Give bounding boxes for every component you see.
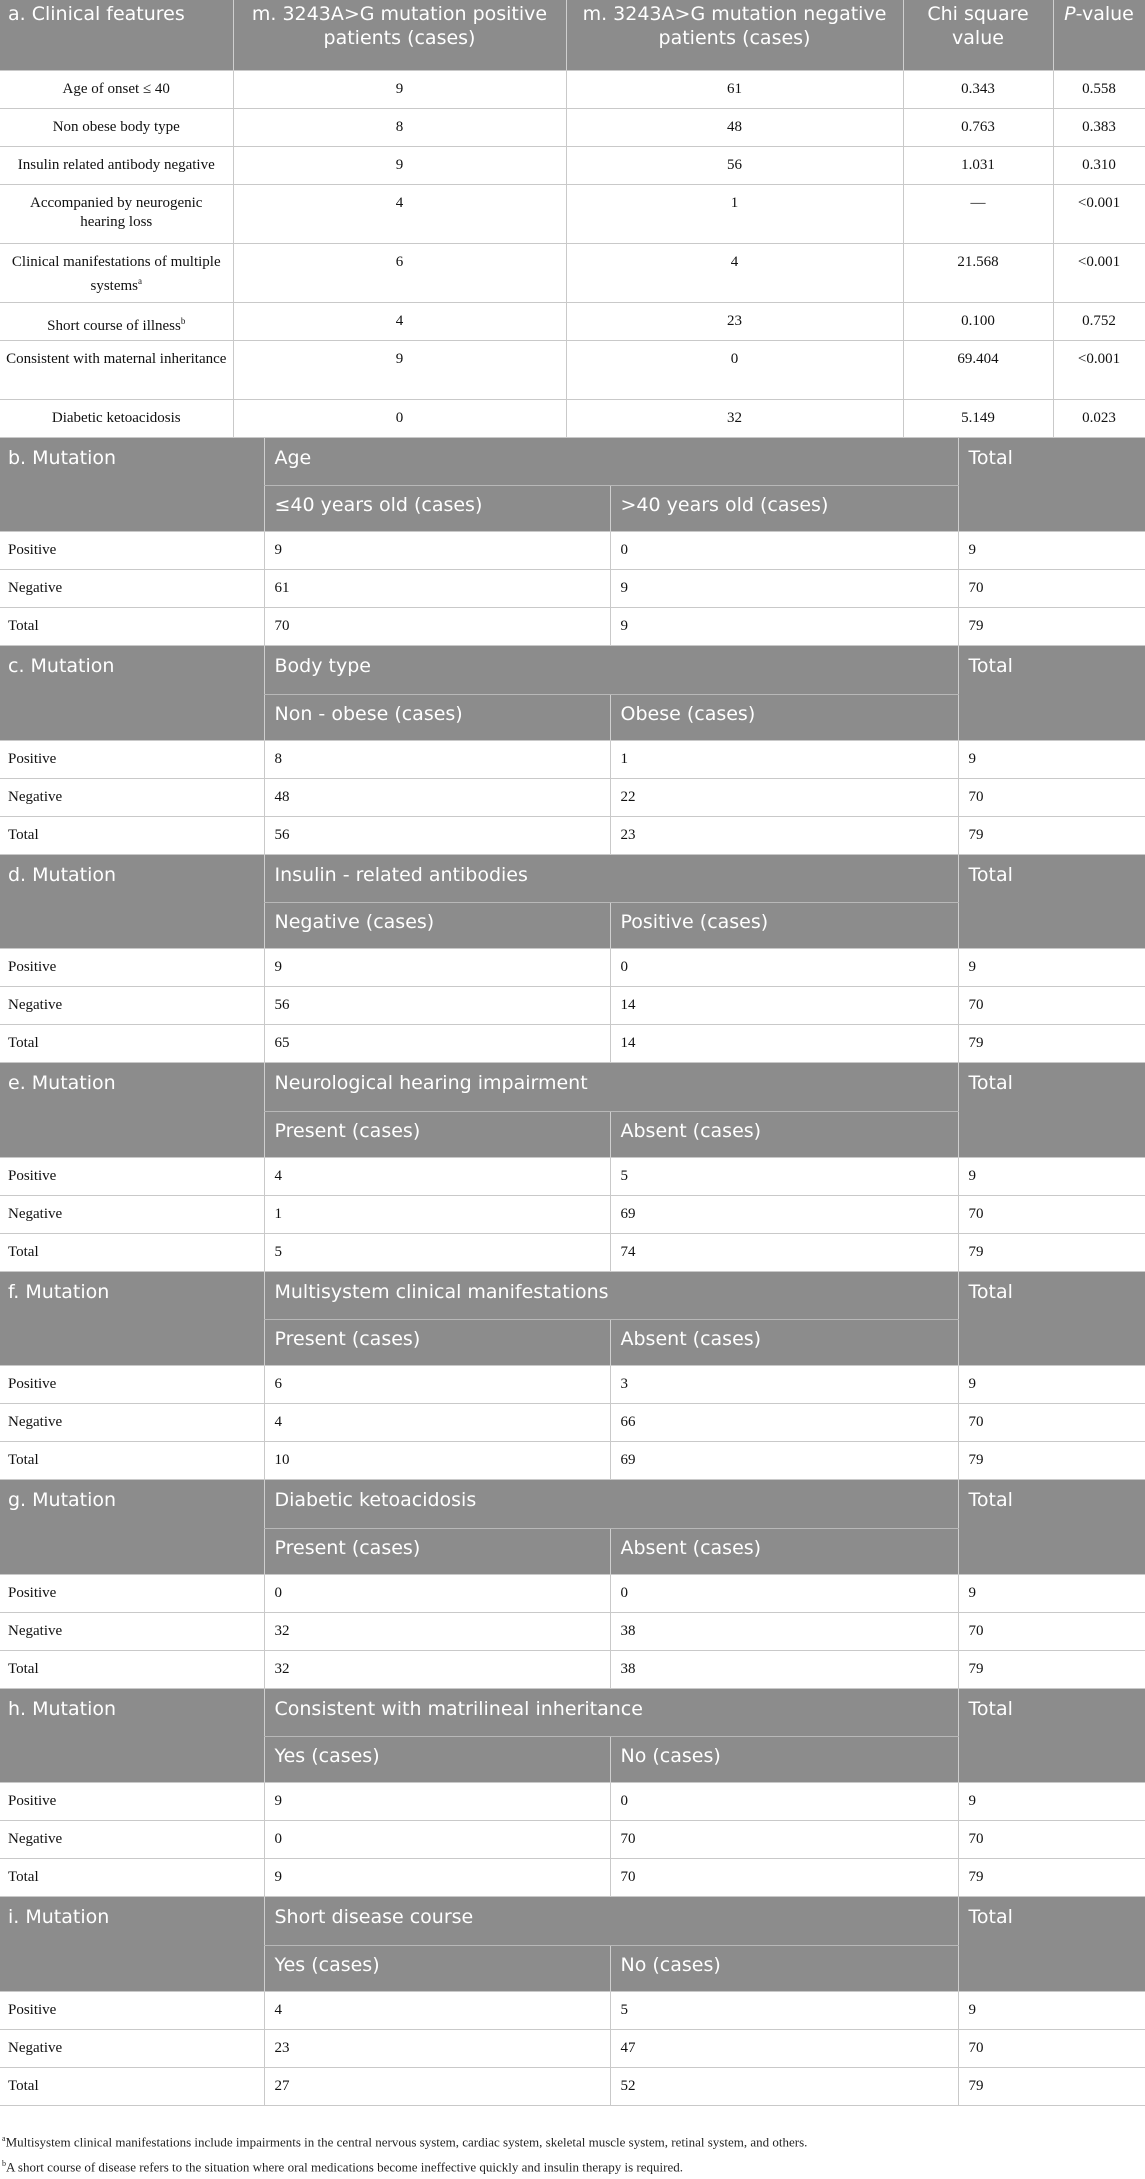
group-header: Diabetic ketoacidosis	[264, 1480, 958, 1528]
col2-value: 23	[610, 816, 958, 854]
total-header: Total	[958, 855, 1145, 949]
feature-cell	[0, 302, 233, 340]
col1-header: Non - obese (cases)	[264, 694, 610, 740]
total-value: 9	[958, 740, 1145, 778]
group-header: Body type	[264, 646, 958, 694]
col2-value: 74	[610, 1233, 958, 1271]
p-suffix: -value	[1075, 3, 1134, 25]
col2-value: 0	[610, 1783, 958, 1821]
contingency-table	[0, 855, 1145, 1064]
feature-cell-text: Insulin related antibody negative	[17, 156, 215, 173]
positive-cell	[233, 70, 566, 108]
col2-header: No (cases)	[610, 1737, 958, 1783]
total-header: Total	[958, 1480, 1145, 1574]
total-value: 70	[958, 778, 1145, 816]
col1-value: 5	[264, 1233, 610, 1271]
row-label: Positive	[0, 532, 264, 570]
total-value: 79	[958, 2067, 1145, 2105]
p-value-cell-text: <0.001	[1077, 194, 1121, 211]
table-header-row	[0, 1063, 1145, 1111]
group-header: Short disease course	[264, 1897, 958, 1945]
col2-value: 14	[610, 987, 958, 1025]
col1-header: ≤40 years old (cases)	[264, 486, 610, 532]
feature-cell-text: Accompanied by neurogenic hearing loss	[30, 194, 203, 230]
table-header-row	[0, 646, 1145, 694]
negative-cell	[566, 146, 903, 184]
row-label: Total	[0, 1859, 264, 1897]
positive-cell	[233, 108, 566, 146]
table-row	[0, 949, 1145, 987]
row-label: Positive	[0, 1157, 264, 1195]
col2-value: 5	[610, 1991, 958, 2029]
total-header: Total	[958, 1272, 1145, 1366]
col1-header: Present (cases)	[264, 1111, 610, 1157]
feature-cell-text: Age of onset ≤ 40	[62, 80, 170, 97]
feature-cell	[0, 340, 233, 399]
positive-cell	[233, 399, 566, 437]
positive-cell-text: 4	[395, 194, 404, 211]
footnote-b	[2, 2153, 1145, 2178]
contingency-table	[0, 1689, 1145, 1898]
negative-cell-text: 32	[727, 409, 742, 426]
positive-cell-text: 8	[395, 118, 404, 135]
contingency-table	[0, 646, 1145, 855]
positive-cell	[233, 184, 566, 243]
group-header: Consistent with matrilineal inheritance	[264, 1689, 958, 1737]
table-header-row	[0, 1272, 1145, 1320]
total-value: 9	[958, 1991, 1145, 2029]
row-label: Positive	[0, 1783, 264, 1821]
contingency-table	[0, 1272, 1145, 1481]
negative-cell-text: 0	[730, 350, 739, 367]
total-value: 79	[958, 816, 1145, 854]
positive-cell-text: 6	[395, 253, 404, 270]
p-value-cell-text: <0.001	[1077, 350, 1121, 367]
table-row	[0, 340, 1145, 399]
feature-cell-text: Non obese body type	[52, 118, 180, 135]
footnote-mark-a: a	[2, 2134, 6, 2143]
col1-value: 9	[264, 1859, 610, 1897]
table-title: c. Mutation	[0, 646, 264, 740]
positive-cell-text: 4	[395, 312, 404, 329]
p-value-cell-text: 0.558	[1082, 80, 1116, 97]
col2-value: 0	[610, 1574, 958, 1612]
row-label: Negative	[0, 570, 264, 608]
row-label: Negative	[0, 1821, 264, 1859]
col2-value: 66	[610, 1404, 958, 1442]
feature-cell	[0, 108, 233, 146]
p-value-cell	[1053, 243, 1145, 302]
col1-value: 56	[264, 816, 610, 854]
col2-value: 70	[610, 1859, 958, 1897]
group-header: Neurological hearing impairment	[264, 1063, 958, 1111]
col1-value: 56	[264, 987, 610, 1025]
col2-header: Absent (cases)	[610, 1320, 958, 1366]
negative-cell	[566, 399, 903, 437]
row-label: Total	[0, 1025, 264, 1063]
p-value-cell	[1053, 146, 1145, 184]
total-value: 70	[958, 987, 1145, 1025]
feature-cell	[0, 243, 233, 302]
p-value-cell	[1053, 184, 1145, 243]
total-value: 79	[958, 1233, 1145, 1271]
table-title: b. Mutation	[0, 438, 264, 532]
table-title: h. Mutation	[0, 1689, 264, 1783]
col2-header: Positive (cases)	[610, 903, 958, 949]
total-value: 9	[958, 532, 1145, 570]
chi-cell	[903, 399, 1053, 437]
row-label: Total	[0, 1233, 264, 1271]
total-value: 9	[958, 1366, 1145, 1404]
row-label: Total	[0, 1442, 264, 1480]
table-row	[0, 1991, 1145, 2029]
col1-value: 10	[264, 1442, 610, 1480]
p-value-cell-text: <0.001	[1077, 253, 1121, 270]
table-title: i. Mutation	[0, 1897, 264, 1991]
table-row	[0, 1783, 1145, 1821]
table-row	[0, 816, 1145, 854]
total-value: 9	[958, 949, 1145, 987]
col1-value: 9	[264, 1783, 610, 1821]
table-header-row	[0, 855, 1145, 903]
table-row	[0, 1366, 1145, 1404]
p-value-cell	[1053, 340, 1145, 399]
col2-value: 0	[610, 532, 958, 570]
table-row	[0, 184, 1145, 243]
contingency-table	[0, 1480, 1145, 1689]
p-value-cell-text: 0.023	[1082, 409, 1116, 426]
contingency-table	[0, 438, 1145, 647]
col2-value: 47	[610, 2029, 958, 2067]
table-row	[0, 243, 1145, 302]
table-header-row	[0, 1480, 1145, 1528]
col1-value: 8	[264, 740, 610, 778]
table-row	[0, 1233, 1145, 1271]
chi-cell	[903, 340, 1053, 399]
col-header-p-value	[1053, 0, 1145, 70]
col2-header: >40 years old (cases)	[610, 486, 958, 532]
col1-value: 4	[264, 1404, 610, 1442]
col-header-positive: m. 3243A>G mutation positive patients (cases)	[233, 0, 566, 70]
col2-header: No (cases)	[610, 1945, 958, 1991]
chi-cell	[903, 184, 1053, 243]
col1-value: 4	[264, 1991, 610, 2029]
positive-cell-text: 9	[395, 156, 404, 173]
total-value: 70	[958, 570, 1145, 608]
col1-value: 27	[264, 2067, 610, 2105]
positive-cell	[233, 146, 566, 184]
positive-cell-text: 9	[395, 80, 404, 97]
feature-cell	[0, 399, 233, 437]
col1-value: 0	[264, 1574, 610, 1612]
p-value-cell-text: 0.383	[1082, 118, 1116, 135]
negative-cell	[566, 184, 903, 243]
footnote-marker: a	[138, 275, 142, 286]
col1-value: 32	[264, 1650, 610, 1688]
row-label: Negative	[0, 778, 264, 816]
table-row	[0, 778, 1145, 816]
table-row	[0, 1612, 1145, 1650]
total-value: 79	[958, 608, 1145, 646]
negative-cell-text: 1	[730, 194, 739, 211]
table-title: d. Mutation	[0, 855, 264, 949]
footnote-text-b: A short course of disease refers to the situation where oral medications become ineffective quickly and insulin therapy is required.	[6, 2159, 683, 2175]
chi-cell	[903, 70, 1053, 108]
col2-value: 38	[610, 1650, 958, 1688]
col2-value: 5	[610, 1157, 958, 1195]
row-label: Negative	[0, 1195, 264, 1233]
col1-value: 32	[264, 1612, 610, 1650]
footnote-a	[2, 2128, 1145, 2153]
table-row	[0, 1442, 1145, 1480]
feature-cell	[0, 146, 233, 184]
group-header: Age	[264, 438, 958, 486]
col2-value: 69	[610, 1442, 958, 1480]
col2-header: Absent (cases)	[610, 1528, 958, 1574]
table-row	[0, 608, 1145, 646]
col1-value: 4	[264, 1157, 610, 1195]
table-title: g. Mutation	[0, 1480, 264, 1574]
feature-cell	[0, 70, 233, 108]
positive-cell	[233, 302, 566, 340]
total-value: 9	[958, 1574, 1145, 1612]
table-row	[0, 1157, 1145, 1195]
col1-value: 70	[264, 608, 610, 646]
table-row	[0, 1404, 1145, 1442]
feature-cell	[0, 184, 233, 243]
table-row	[0, 2029, 1145, 2067]
row-label: Negative	[0, 987, 264, 1025]
col2-value: 9	[610, 570, 958, 608]
table-row	[0, 570, 1145, 608]
chi-cell-text: 0.100	[961, 312, 995, 329]
total-value: 9	[958, 1157, 1145, 1195]
col1-value: 9	[264, 532, 610, 570]
col1-header: Negative (cases)	[264, 903, 610, 949]
negative-cell-text: 4	[730, 253, 739, 270]
p-value-cell	[1053, 399, 1145, 437]
col1-header: Yes (cases)	[264, 1737, 610, 1783]
row-label: Negative	[0, 1404, 264, 1442]
col1-header: Yes (cases)	[264, 1945, 610, 1991]
chi-cell	[903, 108, 1053, 146]
total-value: 79	[958, 1025, 1145, 1063]
total-value: 70	[958, 2029, 1145, 2067]
col1-value: 0	[264, 1821, 610, 1859]
col-header-feature: a. Clinical features	[0, 0, 233, 70]
chi-cell-text: 1.031	[961, 156, 995, 173]
col1-value: 65	[264, 1025, 610, 1063]
col2-value: 38	[610, 1612, 958, 1650]
table-row	[0, 532, 1145, 570]
positive-cell-text: 9	[395, 350, 404, 367]
table-row	[0, 399, 1145, 437]
table-header-row	[0, 1689, 1145, 1737]
table-header-row	[0, 1897, 1145, 1945]
col1-value: 6	[264, 1366, 610, 1404]
negative-cell-text: 61	[727, 80, 742, 97]
table-row	[0, 2067, 1145, 2105]
table-header-row	[0, 438, 1145, 486]
row-label: Negative	[0, 2029, 264, 2067]
negative-cell	[566, 302, 903, 340]
total-value: 70	[958, 1612, 1145, 1650]
col2-value: 70	[610, 1821, 958, 1859]
feature-cell-text: Clinical manifestations of multiple systems	[11, 253, 221, 294]
p-value-cell	[1053, 108, 1145, 146]
p-value-cell-text: 0.752	[1082, 312, 1116, 329]
total-header: Total	[958, 646, 1145, 740]
col2-header: Absent (cases)	[610, 1111, 958, 1157]
positive-cell	[233, 243, 566, 302]
total-header: Total	[958, 1689, 1145, 1783]
chi-cell-text: 0.763	[961, 118, 995, 135]
col2-value: 69	[610, 1195, 958, 1233]
table-row	[0, 108, 1145, 146]
negative-cell	[566, 243, 903, 302]
total-header: Total	[958, 1063, 1145, 1157]
col2-value: 0	[610, 949, 958, 987]
col1-value: 9	[264, 949, 610, 987]
chi-cell	[903, 243, 1053, 302]
col2-value: 3	[610, 1366, 958, 1404]
negative-cell	[566, 340, 903, 399]
table-row	[0, 70, 1145, 108]
footnotes	[0, 2128, 1145, 2179]
col1-value: 1	[264, 1195, 610, 1233]
row-label: Positive	[0, 1991, 264, 2029]
negative-cell	[566, 70, 903, 108]
p-value-cell-text: 0.310	[1082, 156, 1116, 173]
col2-value: 52	[610, 2067, 958, 2105]
col-header-negative: m. 3243A>G mutation negative patients (cases)	[566, 0, 903, 70]
negative-cell-text: 48	[727, 118, 742, 135]
feature-cell-text: Consistent with maternal inheritance	[6, 350, 227, 367]
col1-value: 23	[264, 2029, 610, 2067]
total-value: 70	[958, 1821, 1145, 1859]
row-label: Total	[0, 608, 264, 646]
row-label: Total	[0, 1650, 264, 1688]
chi-cell-text: 0.343	[961, 80, 995, 97]
feature-cell-text: Diabetic ketoacidosis	[51, 409, 181, 426]
total-header: Total	[958, 438, 1145, 532]
table-row	[0, 146, 1145, 184]
table-row	[0, 740, 1145, 778]
total-value: 79	[958, 1442, 1145, 1480]
col2-header: Obese (cases)	[610, 694, 958, 740]
table-header-row	[0, 0, 1145, 70]
footnote-marker: b	[180, 315, 186, 326]
row-label: Total	[0, 816, 264, 854]
total-value: 79	[958, 1859, 1145, 1897]
table-title: e. Mutation	[0, 1063, 264, 1157]
positive-cell-text: 0	[395, 409, 404, 426]
footnote-text-a: Multisystem clinical manifestations include impairments in the central nervous system, cardiac system, skeletal muscle system, retinal system, and others.	[5, 2134, 808, 2150]
col2-value: 9	[610, 608, 958, 646]
total-value: 70	[958, 1404, 1145, 1442]
clinical-features-table	[0, 0, 1145, 438]
col1-header: Present (cases)	[264, 1320, 610, 1366]
row-label: Total	[0, 2067, 264, 2105]
p-letter: P	[1064, 3, 1076, 25]
chi-cell	[903, 302, 1053, 340]
col1-value: 61	[264, 570, 610, 608]
contingency-table	[0, 1897, 1145, 2106]
table-row	[0, 1650, 1145, 1688]
positive-cell	[233, 340, 566, 399]
chi-cell	[903, 146, 1053, 184]
negative-cell	[566, 108, 903, 146]
col2-value: 1	[610, 740, 958, 778]
chi-cell-text: 69.404	[957, 350, 999, 367]
table-title: f. Mutation	[0, 1272, 264, 1366]
negative-cell-text: 56	[727, 156, 742, 173]
row-label: Positive	[0, 1574, 264, 1612]
table-row	[0, 987, 1145, 1025]
p-value-cell	[1053, 302, 1145, 340]
group-header: Insulin - related antibodies	[264, 855, 958, 903]
row-label: Positive	[0, 740, 264, 778]
table-row	[0, 1859, 1145, 1897]
p-value-cell	[1053, 70, 1145, 108]
table-row	[0, 1195, 1145, 1233]
table-row	[0, 302, 1145, 340]
contingency-table	[0, 1063, 1145, 1272]
col1-value: 48	[264, 778, 610, 816]
table-row	[0, 1574, 1145, 1612]
total-value: 79	[958, 1650, 1145, 1688]
chi-cell-text: 21.568	[957, 253, 999, 270]
col-header-chi-square: Chi square value	[903, 0, 1053, 70]
table-row	[0, 1025, 1145, 1063]
table-row	[0, 1821, 1145, 1859]
total-value: 70	[958, 1195, 1145, 1233]
col2-value: 22	[610, 778, 958, 816]
col1-header: Present (cases)	[264, 1528, 610, 1574]
chi-cell-text: 5.149	[961, 409, 995, 426]
group-header: Multisystem clinical manifestations	[264, 1272, 958, 1320]
row-label: Positive	[0, 1366, 264, 1404]
total-value: 9	[958, 1783, 1145, 1821]
footnote-mark-b: b	[2, 2159, 6, 2169]
feature-cell-text: Short course of illness	[47, 317, 181, 334]
row-label: Positive	[0, 949, 264, 987]
negative-cell-text: 23	[727, 312, 742, 329]
chi-cell-text: —	[970, 194, 986, 211]
total-header: Total	[958, 1897, 1145, 1991]
row-label: Negative	[0, 1612, 264, 1650]
col2-value: 14	[610, 1025, 958, 1063]
